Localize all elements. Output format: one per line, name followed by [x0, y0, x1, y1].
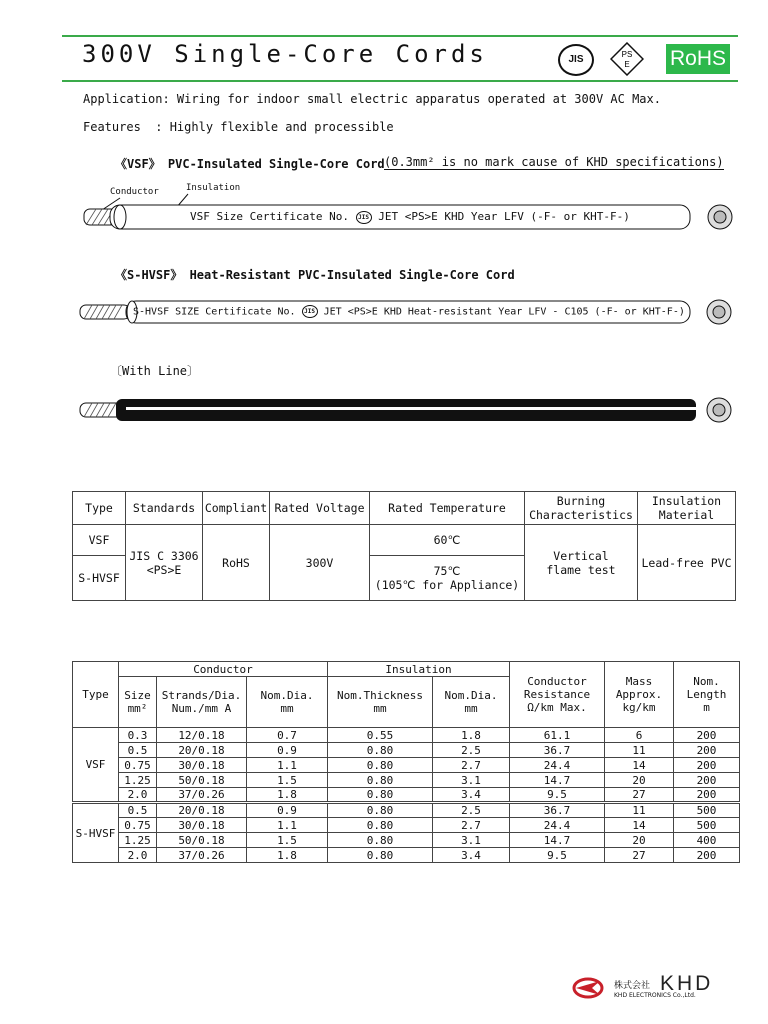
table-cell: 14.7	[510, 773, 605, 788]
table-cell: 0.80	[328, 773, 433, 788]
rohs-badge: RoHS	[666, 44, 730, 74]
specs-table	[72, 491, 736, 601]
table-cell: 2.7	[433, 818, 510, 833]
table-cell: 0.9	[247, 743, 328, 758]
table-cell: 2.0	[119, 788, 157, 803]
table-cell: 1.8	[433, 728, 510, 743]
table-cell: 3.4	[433, 848, 510, 863]
vsf-marking-b: JET <PS>E KHD Year LFV (-F- or KHT-F-)	[378, 210, 630, 223]
table-cell: 3.1	[433, 833, 510, 848]
table-cell: 400	[674, 833, 740, 848]
jis-mark-icon: JIS	[356, 211, 372, 224]
vsf-marking-a: VSF Size Certificate No.	[190, 210, 349, 223]
table-cell: 1.25	[119, 833, 157, 848]
table-cell: 2.0	[119, 848, 157, 863]
table-cell: 24.4	[510, 758, 605, 773]
table-cell: 200	[674, 848, 740, 863]
table-cell: 0.5	[119, 803, 157, 818]
burning-value: Vertical flame test	[525, 525, 638, 601]
table-cell: 14.7	[510, 833, 605, 848]
table-cell: 20	[605, 833, 674, 848]
col-header-voltage: Rated Voltage	[270, 492, 370, 525]
table-cell: 0.80	[328, 743, 433, 758]
col-header-material: Insulation Material	[638, 492, 736, 525]
type-vsf: VSF	[73, 525, 126, 556]
table-cell: 24.4	[510, 818, 605, 833]
table-cell: 14	[605, 758, 674, 773]
page-title: 300V Single-Core Cords	[82, 40, 488, 68]
company-name: KHD	[660, 972, 714, 995]
col-header-thickness: Nom.Thickness mm	[328, 677, 433, 728]
shvsf-marking-a: S-HVSF SIZE Certificate No.	[133, 306, 296, 318]
table-row	[73, 758, 740, 773]
jis-mark-icon: JIS	[302, 305, 318, 318]
company-jp: 株式会社	[614, 981, 651, 991]
col-header-insulation-dia: Nom.Dia. mm	[433, 677, 510, 728]
col-header-standards: Standards	[126, 492, 203, 525]
table-cell: 0.7	[247, 728, 328, 743]
col-header-type: Type	[73, 492, 126, 525]
table-cell: 37/0.26	[157, 788, 247, 803]
table-cell: 20/0.18	[157, 743, 247, 758]
table-cell: 2.5	[433, 803, 510, 818]
table-row	[73, 818, 740, 833]
table-cell: 1.8	[247, 788, 328, 803]
svg-text:E: E	[624, 60, 630, 69]
table-cell: 11	[605, 803, 674, 818]
compliant-value: RoHS	[203, 525, 270, 601]
table-cell: 200	[674, 788, 740, 803]
table-cell: 3.1	[433, 773, 510, 788]
col-header-temperature: Rated Temperature	[370, 492, 525, 525]
header-rule-bottom	[62, 80, 738, 82]
table-cell: 1.5	[247, 833, 328, 848]
table-cell: 0.80	[328, 788, 433, 803]
col-header-burning: Burning Characteristics	[525, 492, 638, 525]
table-cell: 50/0.18	[157, 833, 247, 848]
svg-text:PS: PS	[621, 50, 633, 59]
table-cell: 0.3	[119, 728, 157, 743]
table-row	[73, 728, 740, 743]
table-cell: 0.75	[119, 758, 157, 773]
col-header-conductor-dia: Nom.Dia. mm	[247, 677, 328, 728]
table-cell: 11	[605, 743, 674, 758]
table-cell: 0.80	[328, 833, 433, 848]
with-line-label: 〔With Line〕	[110, 364, 200, 378]
table-cell: 2.7	[433, 758, 510, 773]
type-shvsf: S-HVSF	[73, 556, 126, 601]
standards-value: JIS C 3306 <PS>E	[126, 525, 203, 601]
table-cell: 0.75	[119, 818, 157, 833]
table-row	[73, 788, 740, 803]
table-cell: 0.80	[328, 803, 433, 818]
table-row	[73, 833, 740, 848]
col-header-length: Nom. Length m	[674, 662, 740, 728]
col-header-insulation: Insulation	[328, 662, 510, 677]
conductor-label: Conductor	[110, 187, 159, 197]
table-cell: 1.25	[119, 773, 157, 788]
type-cell: VSF	[73, 728, 119, 803]
table-cell: 200	[674, 773, 740, 788]
table-cell: 27	[605, 788, 674, 803]
table-cell: 9.5	[510, 788, 605, 803]
table-cell: 500	[674, 818, 740, 833]
table-cell: 1.8	[247, 848, 328, 863]
table-cell: 36.7	[510, 803, 605, 818]
table-cell: 2.5	[433, 743, 510, 758]
col-header-size: Size mm²	[119, 677, 157, 728]
table-row	[73, 848, 740, 863]
col-header-conductor: Conductor	[119, 662, 328, 677]
jis-logo: JIS	[558, 44, 594, 76]
table-cell: 1.5	[247, 773, 328, 788]
table-cell: 200	[674, 743, 740, 758]
pse-logo	[610, 42, 644, 76]
table-cell: 0.9	[247, 803, 328, 818]
table-cell: 9.5	[510, 848, 605, 863]
table-cell: 36.7	[510, 743, 605, 758]
table-cell: 200	[674, 728, 740, 743]
table-row	[73, 803, 740, 818]
table-cell: 20/0.18	[157, 803, 247, 818]
insulation-label: Insulation	[186, 183, 241, 193]
table-cell: 3.4	[433, 788, 510, 803]
col-header-resistance: Conductor Resistance Ω/km Max.	[510, 662, 605, 728]
shvsf-marking	[133, 305, 685, 318]
table-cell: 1.1	[247, 818, 328, 833]
dimensions-table-body	[73, 728, 740, 863]
vsf-note: (0.3mm² is no mark cause of KHD specifications)	[384, 155, 724, 169]
header-rule-top	[62, 35, 738, 37]
table-cell: 27	[605, 848, 674, 863]
table-cell: 0.80	[328, 758, 433, 773]
table-cell: 0.80	[328, 848, 433, 863]
vsf-marking	[190, 210, 630, 224]
table-cell: 37/0.26	[157, 848, 247, 863]
shvsf-marking-b: JET <PS>E KHD Heat-resistant Year LFV - C105 (-F- or KHT-F-)	[323, 306, 685, 318]
col-header-strands: Strands/Dia. Num./mm A	[157, 677, 247, 728]
table-cell: 0.80	[328, 818, 433, 833]
col-header-compliant: Compliant	[203, 492, 270, 525]
table-cell: 6	[605, 728, 674, 743]
shvsf-heading: 《S-HVSF》 Heat-Resistant PVC-Insulated Single-Core Cord	[115, 268, 515, 282]
col-header-type: Type	[73, 662, 119, 728]
features-text: Features : Highly flexible and processible	[83, 120, 394, 134]
vsf-heading: 《VSF》 PVC-Insulated Single-Core Cord	[115, 157, 385, 171]
table-cell: 30/0.18	[157, 818, 247, 833]
type-cell: S-HVSF	[73, 803, 119, 863]
dimensions-table	[72, 661, 740, 863]
table-cell: 500	[674, 803, 740, 818]
company-en: KHD ELECTRONICS Co.,Ltd.	[614, 992, 696, 999]
table-cell: 50/0.18	[157, 773, 247, 788]
table-cell: 30/0.18	[157, 758, 247, 773]
table-cell: 0.55	[328, 728, 433, 743]
table-cell: 14	[605, 818, 674, 833]
voltage-value: 300V	[270, 525, 370, 601]
material-value: Lead-free PVC	[638, 525, 736, 601]
table-cell: 20	[605, 773, 674, 788]
temp-shvsf: 75℃ (105℃ for Appliance)	[370, 556, 525, 601]
table-cell: 12/0.18	[157, 728, 247, 743]
table-row	[73, 743, 740, 758]
table-cell: 200	[674, 758, 740, 773]
table-cell: 0.5	[119, 743, 157, 758]
with-line-cable-drawing	[76, 396, 740, 426]
application-text: Application: Wiring for indoor small electric apparatus operated at 300V AC Max.	[83, 92, 661, 106]
temp-vsf: 60℃	[370, 525, 525, 556]
table-cell: 61.1	[510, 728, 605, 743]
table-cell: 1.1	[247, 758, 328, 773]
table-row	[73, 773, 740, 788]
col-header-mass: Mass Approx. kg/km	[605, 662, 674, 728]
